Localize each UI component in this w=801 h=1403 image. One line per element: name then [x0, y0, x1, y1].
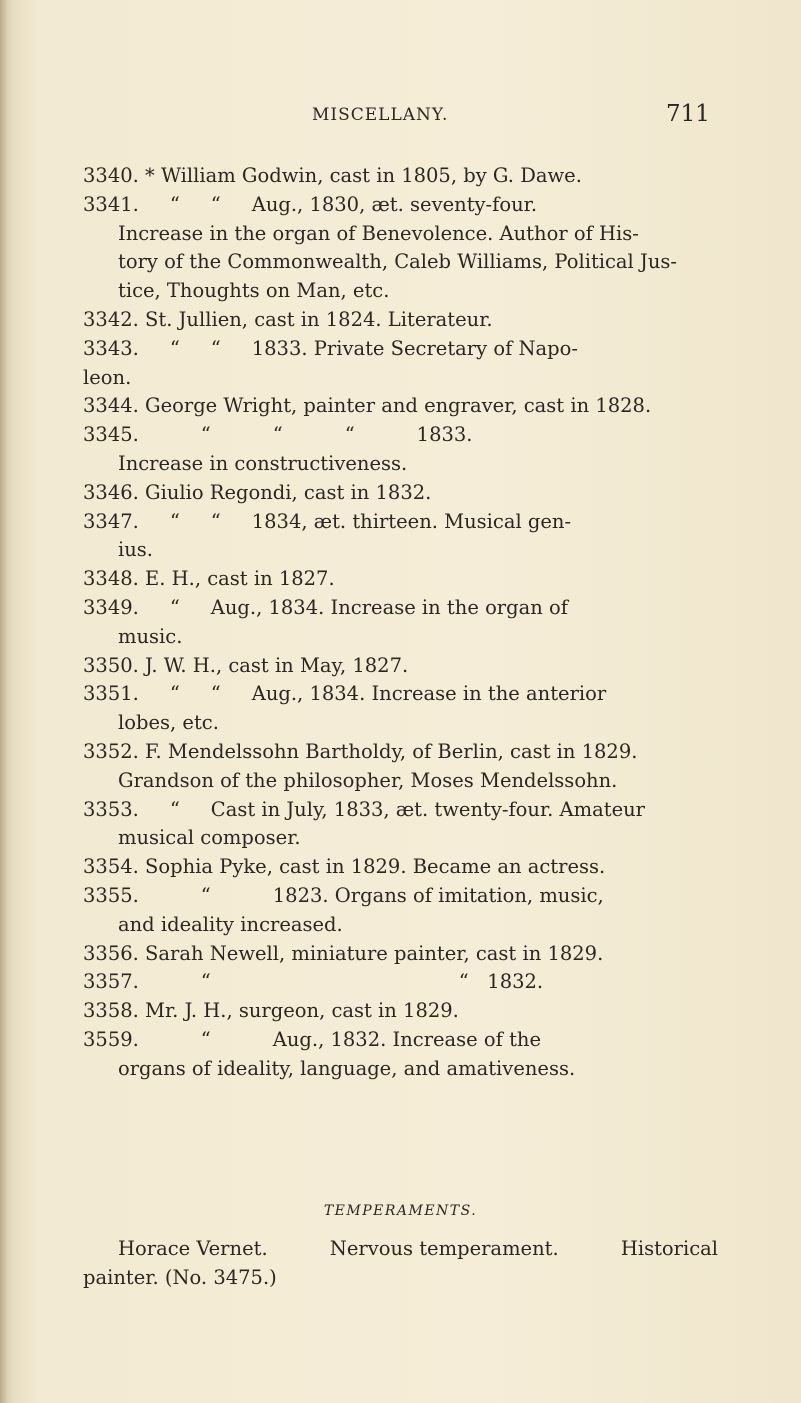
entry-continuation: tice, Thoughts on Man, etc.	[118, 279, 390, 303]
entry	[83, 997, 723, 1026]
entry-line: 3347. “ “ 1834, æt. thirteen. Musical gen-	[83, 509, 572, 533]
entry-line: 3340. * William Godwin, cast in 1805, by G. Dawe.	[83, 164, 582, 187]
note-occupation: Historical	[620, 1237, 718, 1260]
entry	[83, 565, 723, 594]
note-temperament: Nervous temperament.	[329, 1237, 559, 1260]
temperaments-note	[83, 1235, 718, 1293]
entry-continuation: music.	[118, 624, 183, 648]
entry-line: 3358. Mr. J. H., surgeon, cast in 1829.	[83, 999, 459, 1023]
entry-line: 3351. “ “ Aug., 1834. Increase in the anterior	[83, 682, 607, 706]
entry-line: 3346. Giulio Regondi, cast in 1832.	[83, 480, 432, 504]
entry-line: 3350. J. W. H., cast in May, 1827.	[83, 653, 409, 677]
catalogue-entries	[83, 162, 723, 1084]
entry-continuation: tory of the Commonwealth, Caleb Williams, Political Jus-	[118, 250, 677, 274]
entry	[83, 940, 723, 969]
entry-continuation: Increase in constructiveness.	[118, 451, 408, 475]
entry	[83, 853, 723, 882]
page-number: 711	[666, 101, 710, 127]
note-subject: Horace Vernet.	[118, 1237, 268, 1260]
entry	[83, 1026, 723, 1084]
entry	[83, 738, 723, 796]
entry	[83, 680, 723, 738]
entry-line: 3349. “ Aug., 1834. Increase in the organ of	[83, 595, 568, 619]
page-spine-shadow	[0, 0, 8, 1403]
entry-line: 3559. “ Aug., 1832. Increase of the	[83, 1027, 542, 1051]
note-line	[118, 1235, 718, 1264]
entry	[83, 508, 723, 566]
entry	[83, 191, 723, 306]
entry-line: 3344. George Wright, painter and engraver, cast in 1828.	[83, 394, 652, 418]
entry-line: 3356. Sarah Newell, miniature painter, cast in 1829.	[83, 941, 604, 965]
section-title: TEMPERAMENTS.	[323, 1203, 478, 1219]
entry-continuation: ius.	[118, 538, 154, 562]
entry-continuation: Increase in the organ of Benevolence. Author of His-	[118, 221, 639, 245]
entry	[83, 392, 723, 421]
entry-line: 3353. “ Cast in July, 1833, æt. twenty-four. Amateur	[83, 797, 645, 821]
entry-continuation: musical composer.	[118, 826, 301, 850]
entry-line: 3342. St. Jullien, cast in 1824. Literateur.	[83, 307, 493, 331]
entry-line: 3341. “ “ Aug., 1830, æt. seventy-four.	[83, 192, 538, 216]
entry	[83, 968, 723, 997]
entry-continuation: lobes, etc.	[118, 711, 219, 735]
entry	[83, 796, 723, 854]
entry-line: 3357. “ “ 1832.	[83, 970, 544, 994]
entry-line: 3355. “ 1823. Organs of imitation, music,	[83, 883, 604, 907]
entry-line: 3348. E. H., cast in 1827.	[83, 567, 335, 591]
entry	[83, 594, 723, 652]
entry	[83, 882, 723, 940]
entry-line: 3354. Sophia Pyke, cast in 1829. Became an actress.	[83, 855, 606, 879]
entry-line: 3345. “ “ “ 1833.	[83, 423, 473, 447]
entry	[83, 652, 723, 681]
entry-continuation: organs of ideality, language, and amativeness.	[118, 1056, 576, 1080]
entry-continuation: leon.	[83, 365, 132, 389]
running-head: MISCELLANY.	[312, 105, 449, 125]
entry-continuation: and ideality increased.	[118, 912, 343, 936]
entry-line: 3352. F. Mendelssohn Bartholdy, of Berlin, cast in 1829.	[83, 739, 638, 763]
entry-continuation: Grandson of the philosopher, Moses Mendelssohn.	[118, 768, 618, 792]
entry	[83, 335, 723, 393]
note-continuation: painter. (No. 3475.)	[83, 1265, 277, 1289]
page-header	[0, 101, 801, 133]
entry	[83, 421, 723, 479]
entry	[83, 479, 723, 508]
entry	[83, 306, 723, 335]
entry	[83, 162, 723, 191]
entry-line: 3343. “ “ 1833. Private Secretary of Napo-	[83, 336, 578, 360]
